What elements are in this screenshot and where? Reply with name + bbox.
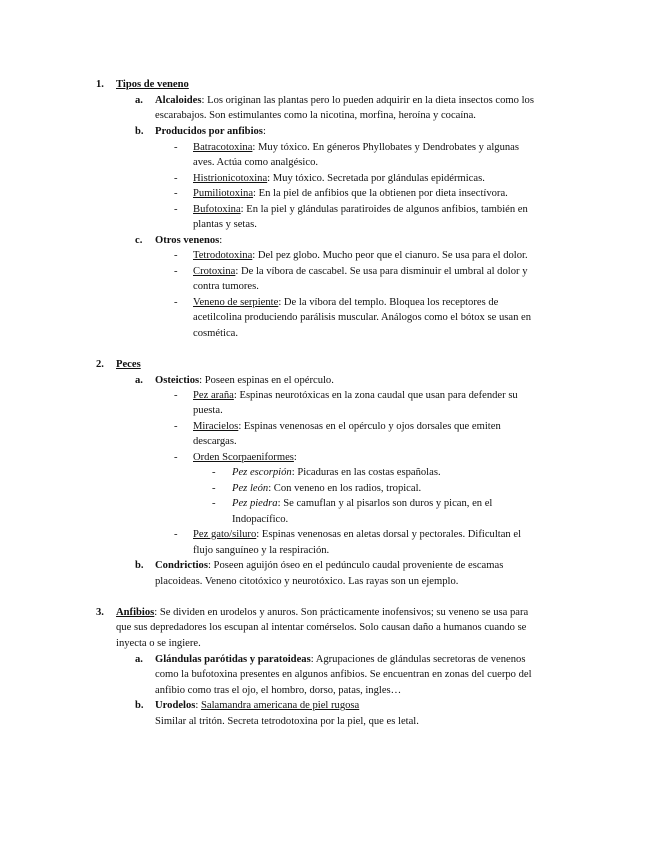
item-text-cont: Similar al tritón. Secreta tetrodotoxina por la piel, que es letal. <box>155 716 419 727</box>
item-text-cont: anfibio como tras el ojo, el hombro, dorso, patas, ingles… <box>155 685 402 696</box>
section-title: Peces <box>116 359 141 370</box>
bullet-text: Veneno de serpiente: De la víbora del templo. Bloquea los receptores de <box>193 297 499 308</box>
item-text: Urodelos: Salamandra americana de piel rugosa <box>155 700 360 711</box>
item-letter: b. <box>135 700 144 711</box>
bullet-text: Orden Scorpaeniformes: <box>193 452 297 463</box>
bullet-dash: - <box>174 250 178 261</box>
item-letter: b. <box>135 126 144 137</box>
bullet-text: Crotoxina: De la víbora de cascabel. Se usa para disminuir el umbral al dolor y <box>193 266 528 277</box>
bullet-text: Bufotoxina: En la piel y glándulas paratiroides de algunos anfibios, también en <box>193 204 528 215</box>
sub-bullet-dash: - <box>212 498 216 509</box>
sub-bullet-text-cont: Indopacífico. <box>232 514 289 525</box>
item-heading: Otros venenos: <box>155 235 223 246</box>
bullet-text-cont: plantas y setas. <box>193 219 257 230</box>
bullet-dash: - <box>174 529 178 540</box>
bullet-text: Batracotoxina: Muy tóxico. En géneros Phyllobates y Dendrobates y algunas <box>193 142 519 153</box>
bullet-dash: - <box>174 142 178 153</box>
bullet-text: Miracielos: Espinas venenosas en el opérculo y ojos dorsales que emiten <box>193 421 501 432</box>
item-text-cont: escarabajos. Son estimulantes como la nicotina, morfina, heroína y cocaína. <box>155 110 476 121</box>
bullet-text-cont: aves. Actúa como analgésico. <box>193 157 319 168</box>
bullet-text-cont: descargas. <box>193 436 237 447</box>
item-letter: b. <box>135 560 144 571</box>
sub-bullet-dash: - <box>212 467 216 478</box>
sub-bullet-text: Pez escorpión: Picaduras en las costas españolas. <box>232 467 441 478</box>
section-number: 3. <box>96 607 104 618</box>
item-heading: Producidos por anfibios: <box>155 126 266 137</box>
section-number: 2. <box>96 359 104 370</box>
bullet-dash: - <box>174 452 178 463</box>
bullet-dash: - <box>174 173 178 184</box>
section-text: Anfibios: Se dividen en urodelos y anuros. Son prácticamente inofensivos; su veneno se usa para <box>116 607 529 618</box>
bullet-dash: - <box>174 390 178 401</box>
item-text: Condrictios: Poseen aguijón óseo en el pedúnculo caudal proveniente de escamas <box>155 560 504 571</box>
bullet-text-cont: flujo sanguíneo y la respiración. <box>193 545 330 556</box>
bullet-text: Pez gato/siluro: Espinas venenosas en aletas dorsal y pectorales. Dificultan el <box>193 529 522 540</box>
bullet-dash: - <box>174 266 178 277</box>
section-text-cont: inyecta o se ingiere. <box>116 638 201 649</box>
item-text: Alcaloides: Los originan las plantas pero lo pueden adquirir en la dieta insectos como los <box>155 95 534 106</box>
bullet-dash: - <box>174 204 178 215</box>
section-number: 1. <box>96 79 104 90</box>
bullet-text: Tetrodotoxina: Del pez globo. Mucho peor que el cianuro. Se usa para el dolor. <box>193 250 528 261</box>
sub-bullet-dash: - <box>212 483 216 494</box>
item-text-cont: placoideas. Veneno citotóxico y neurotóxico. Las rayas son un ejemplo. <box>155 576 459 587</box>
item-letter: a. <box>135 654 143 665</box>
bullet-text-cont: puesta. <box>193 405 223 416</box>
item-letter: a. <box>135 375 143 386</box>
bullet-text-cont: cosmética. <box>193 328 239 339</box>
section-text-cont: que sus depredadores los escupan al intentar comérselos. Solo causan daño a humanos cuando se <box>116 622 527 633</box>
section-title: Tipos de veneno <box>116 79 189 90</box>
bullet-dash: - <box>174 188 178 199</box>
bullet-text-cont: acetilcolina produciendo parálisis muscular. Análogos como el bótox se usan en <box>193 312 532 323</box>
bullet-text: Pez araña: Espinas neurotóxicas en la zona caudal que usan para defender su <box>193 390 518 401</box>
item-text: Glándulas parótidas y paratoideas: Agrupaciones de glándulas secretoras de venenos <box>155 654 526 665</box>
item-letter: a. <box>135 95 143 106</box>
bullet-dash: - <box>174 297 178 308</box>
bullet-dash: - <box>174 421 178 432</box>
bullet-text: Pumiliotoxina: En la piel de anfibios que la obtienen por dieta insectívora. <box>193 188 508 199</box>
bullet-text-cont: contra tumores. <box>193 281 259 292</box>
item-text: Osteictios: Poseen espinas en el opérculo. <box>155 375 334 386</box>
sub-bullet-text: Pez piedra: Se camuflan y al pisarlos son duros y pican, en el <box>232 498 493 509</box>
bullet-text: Histrionicotoxina: Muy tóxico. Secretada por glándulas epidérmicas. <box>193 173 485 184</box>
sub-bullet-text: Pez león: Con veneno en los radios, tropical. <box>232 483 422 494</box>
item-letter: c. <box>135 235 143 246</box>
item-text-cont: como la bufotoxina presentes en algunos anfibios. Se encuentran en zonas del cuerpo del <box>155 669 532 680</box>
